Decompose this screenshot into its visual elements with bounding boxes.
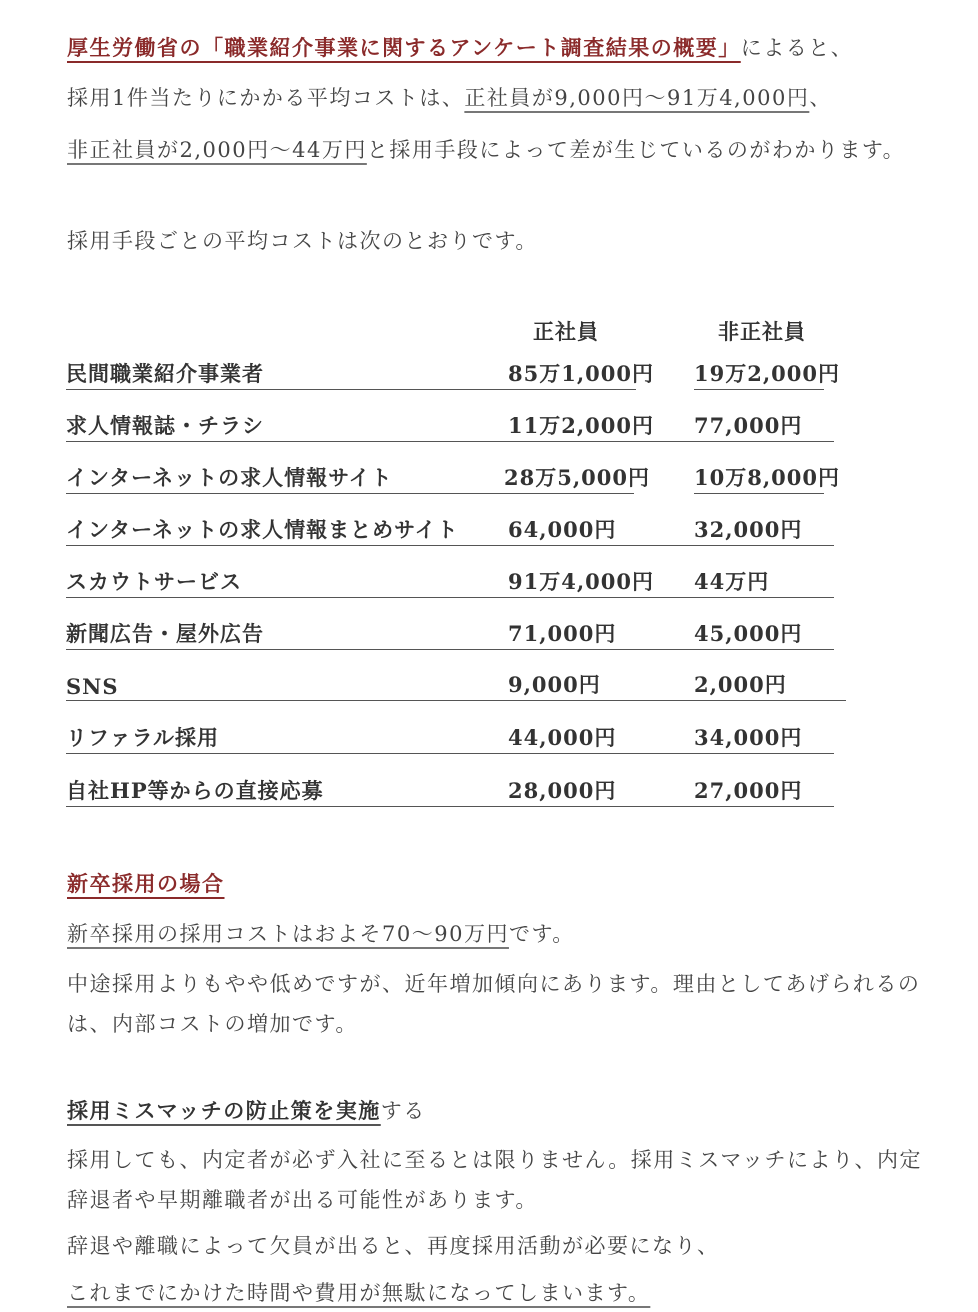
non-regular-cost-cell: 27,000円 bbox=[694, 778, 803, 803]
regular-cost-cell: 11万2,000円 bbox=[508, 413, 654, 438]
non-regular-cost-cell: 32,000円 bbox=[694, 517, 803, 542]
source-link[interactable]: 厚生労働省の「職業紹介事業に関するアンケート調査結果の概要」 bbox=[67, 35, 741, 60]
row-underline bbox=[66, 700, 846, 702]
row-underline bbox=[66, 493, 634, 495]
non-regular-cost-cell: 45,000円 bbox=[694, 621, 803, 646]
non-regular-cost-cell: 44万円 bbox=[694, 569, 770, 594]
row-underline bbox=[66, 441, 834, 443]
new-grad-line-1-suffix: です。 bbox=[508, 922, 575, 946]
non-regular-cost-range: 非正社員が2,000円〜44万円 bbox=[67, 138, 367, 162]
method-cell: リファラル採用 bbox=[66, 725, 219, 750]
method-cell: 求人情報誌・チラシ bbox=[66, 413, 264, 438]
regular-cost-cell: 71,000円 bbox=[508, 621, 617, 646]
row-underline bbox=[66, 597, 834, 599]
row-underline bbox=[694, 389, 824, 391]
mismatch-heading-text: 採用ミスマッチの防止策を実施 bbox=[67, 1098, 381, 1123]
intro-line-3 bbox=[67, 138, 905, 162]
row-underline bbox=[66, 753, 834, 755]
intro-line-1-suffix: によると、 bbox=[740, 36, 854, 60]
non-regular-cost-cell: 77,000円 bbox=[694, 413, 803, 438]
regular-cost-cell: 44,000円 bbox=[508, 725, 617, 750]
intro-line-2 bbox=[67, 86, 832, 110]
method-cell: SNS bbox=[66, 674, 119, 699]
mismatch-heading-suffix: する bbox=[380, 1099, 426, 1123]
mismatch-line-3 bbox=[67, 1281, 650, 1305]
method-cell: インターネットの求人情報まとめサイト bbox=[66, 517, 459, 542]
regular-cost-cell: 28,000円 bbox=[508, 778, 617, 803]
intro-line-2-prefix: 採用1件当たりにかかる平均コストは、 bbox=[67, 86, 465, 110]
intro-line-1 bbox=[67, 36, 853, 60]
header-non-regular: 非正社員 bbox=[718, 319, 806, 344]
new-grad-para-2: 中途採用よりもやや低めですが、近年増加傾向にあります。理由としてあげられるのは、内部コストの増加です。 bbox=[67, 972, 921, 1036]
non-regular-cost-cell: 19万2,000円 bbox=[694, 361, 840, 386]
intro-line-3-suffix: と採用手段によって差が生じているのがわかります。 bbox=[366, 138, 906, 162]
mismatch-line-2: 辞退や離職によって欠員が出ると、再度採用活動が必要になり、 bbox=[67, 1234, 720, 1258]
regular-cost-cell: 64,000円 bbox=[508, 517, 617, 542]
row-underline bbox=[694, 493, 824, 495]
method-cell: 自社HP等からの直接応募 bbox=[66, 778, 324, 803]
row-underline bbox=[66, 806, 834, 808]
row-underline bbox=[66, 545, 834, 547]
mismatch-line-3-text: これまでにかけた時間や費用が無駄になってしまいます。 bbox=[67, 1281, 651, 1305]
method-cell: スカウトサービス bbox=[66, 569, 242, 594]
row-underline bbox=[66, 649, 834, 651]
table-intro: 採用手段ごとの平均コストは次のとおりです。 bbox=[67, 229, 538, 253]
regular-cost-cell: 85万1,000円 bbox=[508, 361, 654, 386]
method-cell: 新聞広告・屋外広告 bbox=[66, 621, 264, 646]
regular-cost-cell: 91万4,000円 bbox=[508, 569, 654, 594]
header-regular: 正社員 bbox=[533, 319, 599, 344]
new-grad-line-1 bbox=[67, 922, 575, 946]
non-regular-cost-cell: 34,000円 bbox=[694, 725, 803, 750]
mismatch-heading bbox=[67, 1099, 426, 1123]
new-grad-cost: 新卒採用の採用コストはおよそ70〜90万円 bbox=[67, 922, 509, 946]
regular-cost-cell: 9,000円 bbox=[508, 672, 601, 697]
non-regular-cost-cell: 2,000円 bbox=[694, 672, 787, 697]
new-grad-heading-text: 新卒採用の場合 bbox=[67, 871, 225, 896]
method-cell: インターネットの求人情報サイト bbox=[66, 465, 393, 490]
mismatch-para-1: 採用しても、内定者が必ず入社に至るとは限りません。採用ミスマッチにより、内定辞退者や早期離職者が出る可能性があります。 bbox=[67, 1148, 922, 1212]
new-grad-heading bbox=[67, 872, 225, 896]
method-cell: 民間職業紹介事業者 bbox=[66, 361, 264, 386]
regular-cost-range: 正社員が9,000円〜91万4,000円 bbox=[464, 86, 810, 110]
row-underline bbox=[66, 389, 636, 391]
intro-line-2-suffix: 、 bbox=[809, 86, 832, 110]
regular-cost-cell: 28万5,000円 bbox=[504, 465, 650, 490]
non-regular-cost-cell: 10万8,000円 bbox=[694, 465, 840, 490]
